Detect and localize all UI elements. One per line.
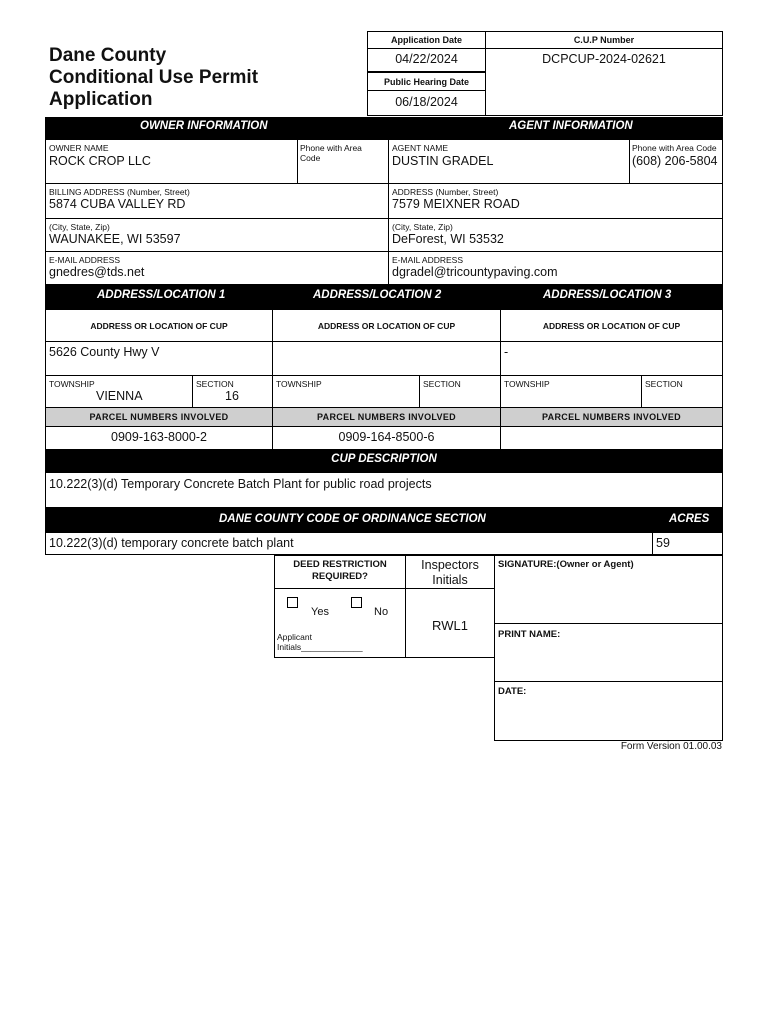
inspectors-initials-field[interactable] <box>405 588 495 658</box>
print-name-field[interactable] <box>494 623 723 682</box>
ordinance-section-value: 10.222(3)(d) temporary concrete batch plant <box>49 536 294 550</box>
deed-restriction-header-cell <box>274 555 406 589</box>
agent-address-label: ADDRESS (Number, Street) <box>392 187 499 197</box>
location-1-township-label: TOWNSHIP <box>49 379 95 389</box>
owner-phone-field[interactable] <box>297 139 389 184</box>
ordinance-section-field[interactable] <box>45 532 653 555</box>
agent-address-field[interactable] <box>388 183 723 219</box>
location-1-address-label-cell <box>45 309 273 342</box>
location-1-township-field[interactable] <box>45 375 193 408</box>
deed-no-label: No <box>374 606 389 618</box>
signature-field[interactable] <box>494 555 723 624</box>
deed-restriction-body-cell <box>274 588 406 658</box>
agent-city-label: (City, State, Zip) <box>392 222 453 232</box>
cup-description-header-bar <box>45 450 723 472</box>
location-3-section-label: SECTION <box>645 379 683 389</box>
address-location-1-heading: ADDRESS/LOCATION 1 <box>97 289 226 301</box>
agent-phone-field[interactable] <box>629 139 723 184</box>
owner-name-value: ROCK CROP LLC <box>49 154 151 168</box>
public-hearing-date-field[interactable] <box>367 90 486 116</box>
title-line-3: Application <box>49 89 153 110</box>
owner-email-value: gnedres@tds.net <box>49 265 145 279</box>
ordinance-heading: DANE COUNTY CODE OF ORDINANCE SECTION <box>219 513 486 525</box>
location-2-address-field[interactable] <box>272 341 501 376</box>
location-1-address-field[interactable] <box>45 341 273 376</box>
agent-email-value: dgradel@tricountypaving.com <box>392 265 558 279</box>
applicant-initials-label-1: Applicant <box>277 632 312 642</box>
application-date-label: Application Date <box>390 35 462 45</box>
address-location-header-bar <box>45 285 723 309</box>
acres-field[interactable] <box>652 532 723 555</box>
owner-billing-address-value: 5874 CUBA VALLEY RD <box>49 197 186 211</box>
location-1-parcel-header <box>45 407 273 427</box>
owner-agent-header-bar <box>45 117 723 139</box>
location-2-parcel-header <box>272 407 501 427</box>
public-hearing-date-value: 06/18/2024 <box>395 95 458 109</box>
owner-name-field[interactable] <box>45 139 298 184</box>
agent-name-value: DUSTIN GRADEL <box>392 154 494 168</box>
location-2-section-field[interactable] <box>419 375 501 408</box>
ordinance-header-bar <box>45 508 723 532</box>
public-hearing-date-label-box <box>367 72 486 91</box>
inspectors-initials-label-2: Initials <box>432 573 468 587</box>
public-hearing-date-label: Public Hearing Date <box>383 77 470 87</box>
deed-restriction-title-1: DEED RESTRICTION <box>293 559 387 570</box>
date-label: DATE: <box>498 686 527 697</box>
location-1-section-field[interactable] <box>192 375 273 408</box>
location-1-parcel-value: 0909-163-8000-2 <box>111 430 207 444</box>
title-line-1: Dane County <box>49 45 167 66</box>
application-date-value: 04/22/2024 <box>395 52 458 66</box>
location-3-section-field[interactable] <box>641 375 723 408</box>
agent-name-field[interactable] <box>388 139 630 184</box>
agent-email-field[interactable] <box>388 251 723 285</box>
location-3-address-label-cell <box>500 309 723 342</box>
agent-city-field[interactable] <box>388 218 723 252</box>
deed-restriction-title-2: REQUIRED? <box>312 571 368 582</box>
address-location-3-heading: ADDRESS/LOCATION 3 <box>543 289 672 301</box>
location-1-section-value: 16 <box>225 389 239 403</box>
cup-number-label: C.U.P Number <box>573 35 635 45</box>
location-3-township-field[interactable] <box>500 375 642 408</box>
page-title <box>49 45 258 111</box>
cup-number-field[interactable] <box>485 48 723 116</box>
location-1-address-label: ADDRESS OR LOCATION OF CUP <box>90 321 228 331</box>
applicant-initials-label-2[interactable]: Initials_____________ <box>277 642 363 652</box>
owner-billing-address-label: BILLING ADDRESS (Number, Street) <box>49 187 190 197</box>
deed-no-checkbox[interactable] <box>351 597 362 608</box>
agent-email-label: E-MAIL ADDRESS <box>392 255 464 265</box>
deed-yes-label: Yes <box>311 606 329 618</box>
agent-city-value: DeForest, WI 53532 <box>392 232 504 246</box>
title-line-2: Conditional Use Permit <box>49 67 259 88</box>
print-name-label: PRINT NAME: <box>498 629 561 640</box>
agent-address-value: 7579 MEIXNER ROAD <box>392 197 520 211</box>
location-3-address-label: ADDRESS OR LOCATION OF CUP <box>542 321 681 331</box>
inspectors-initials-value: RWL1 <box>432 618 468 633</box>
agent-phone-value: (608) 206-5804 <box>632 154 718 168</box>
location-2-parcel-field[interactable] <box>272 426 501 450</box>
location-3-address-field[interactable] <box>500 341 723 376</box>
location-3-parcel-header <box>500 407 723 427</box>
acres-value: 59 <box>656 536 670 550</box>
cup-description-heading: CUP DESCRIPTION <box>331 453 437 465</box>
cup-description-field[interactable] <box>45 472 723 508</box>
owner-email-field[interactable] <box>45 251 389 285</box>
location-2-parcel-value: 0909-164-8500-6 <box>338 430 435 444</box>
location-2-address-label: ADDRESS OR LOCATION OF CUP <box>317 321 456 331</box>
cup-description-value: 10.222(3)(d) Temporary Concrete Batch Plant for public road projects <box>49 477 432 491</box>
deed-yes-checkbox[interactable] <box>287 597 298 608</box>
location-2-parcel-label: PARCEL NUMBERS INVOLVED <box>317 412 456 422</box>
location-3-parcel-label: PARCEL NUMBERS INVOLVED <box>542 412 681 422</box>
date-field[interactable] <box>494 681 723 741</box>
agent-phone-label: Phone with Area Code <box>632 143 717 153</box>
owner-information-heading: OWNER INFORMATION <box>140 120 268 132</box>
location-2-township-field[interactable] <box>272 375 420 408</box>
owner-phone-label-2: Code <box>300 153 321 163</box>
cup-number-label-box <box>485 31 723 49</box>
location-3-address-value: - <box>504 345 509 359</box>
location-1-parcel-field[interactable] <box>45 426 273 450</box>
cup-number-value: DCPCUP-2024-02621 <box>542 52 666 66</box>
location-1-township-value: VIENNA <box>96 389 143 403</box>
location-2-township-label: TOWNSHIP <box>276 379 322 389</box>
location-1-section-label: SECTION <box>196 379 234 389</box>
location-2-section-label: SECTION <box>423 379 461 389</box>
application-date-field[interactable] <box>367 48 486 72</box>
owner-city-value: WAUNAKEE, WI 53597 <box>49 232 181 246</box>
address-location-2-heading: ADDRESS/LOCATION 2 <box>313 289 442 301</box>
location-3-parcel-field[interactable] <box>500 426 723 450</box>
acres-heading: ACRES <box>669 513 710 525</box>
agent-information-heading: AGENT INFORMATION <box>509 120 633 132</box>
location-2-address-label-cell <box>272 309 501 342</box>
application-date-label-box <box>367 31 486 49</box>
location-1-address-value: 5626 County Hwy V <box>49 345 160 359</box>
owner-name-label: OWNER NAME <box>49 143 109 153</box>
agent-name-label: AGENT NAME <box>392 143 449 153</box>
location-3-township-label: TOWNSHIP <box>504 379 550 389</box>
owner-email-label: E-MAIL ADDRESS <box>49 255 121 265</box>
form-version: Form Version 01.00.03 <box>620 741 722 752</box>
owner-billing-address-field[interactable] <box>45 183 389 219</box>
signature-label: SIGNATURE:(Owner or Agent) <box>498 559 634 570</box>
owner-phone-label-1: Phone with Area <box>300 143 362 153</box>
inspectors-initials-header-cell <box>405 555 495 589</box>
location-1-parcel-label: PARCEL NUMBERS INVOLVED <box>89 412 229 422</box>
inspectors-initials-label-1: Inspectors <box>421 558 479 572</box>
owner-city-field[interactable] <box>45 218 389 252</box>
owner-city-label: (City, State, Zip) <box>49 222 110 232</box>
